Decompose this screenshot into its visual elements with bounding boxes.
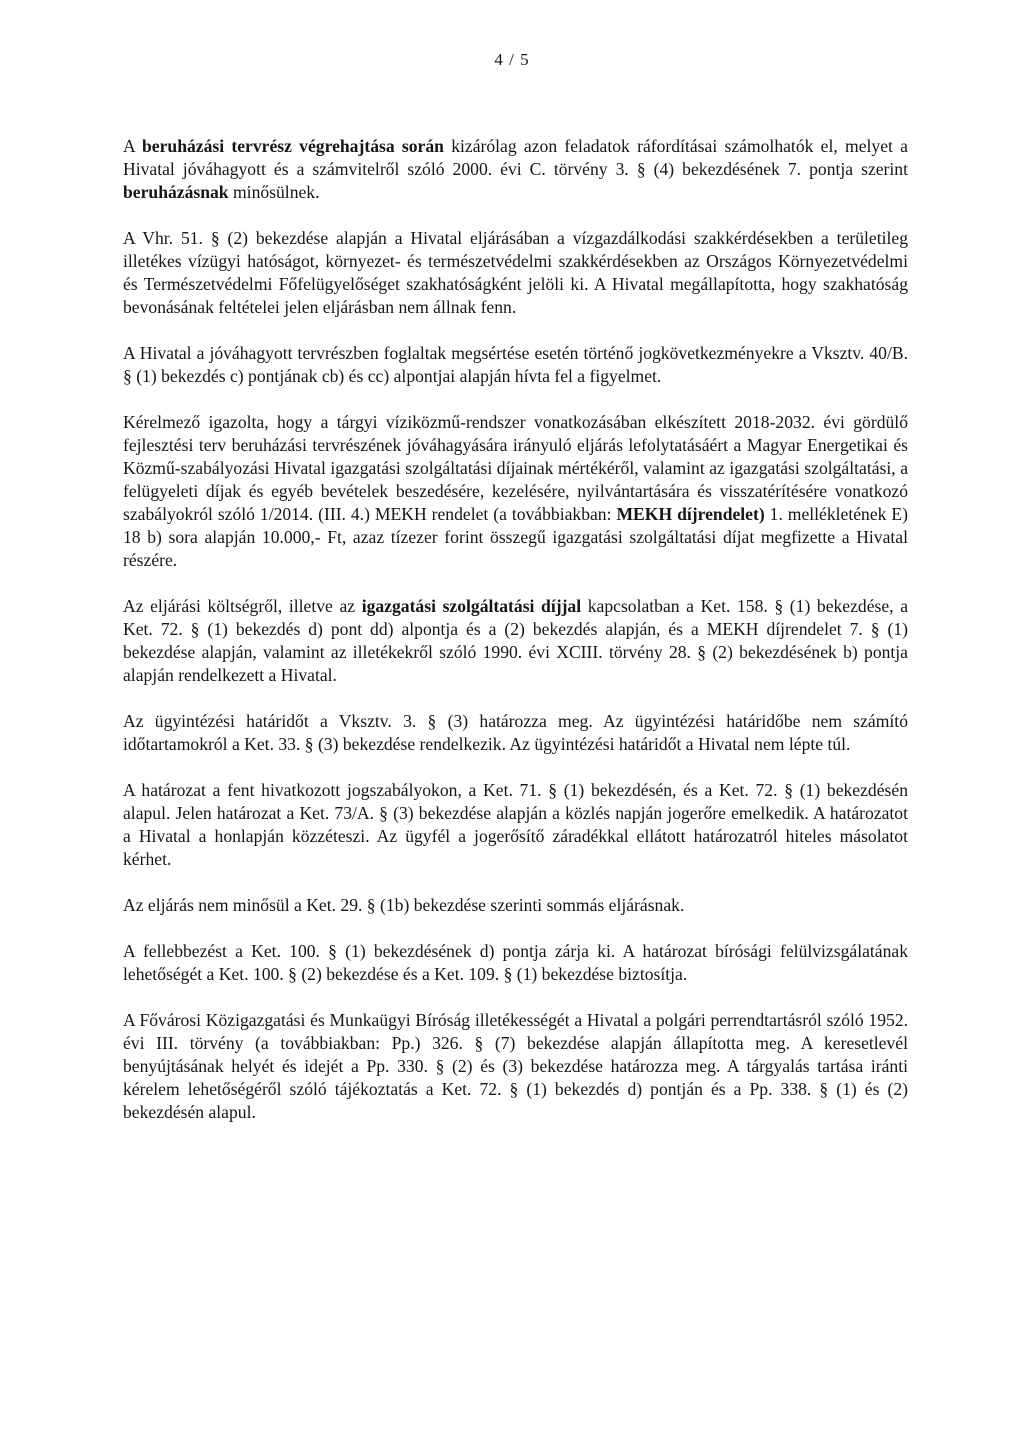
document-body: [123, 135, 908, 1147]
paragraph-text: Az eljárás nem minősül a Ket. 29. § (1b) bekezdése szerinti sommás eljárásnak.: [123, 895, 685, 915]
paragraph: [123, 940, 908, 986]
paragraph: [123, 595, 908, 687]
paragraph-text: A fellebbezést a Ket. 100. § (1) bekezdésének d) pontja zárja ki. A határozat bírósági felülvizsgálatának lehetőségét a Ket. 100. § (2) bekezdése és a Ket. 109. § (1) bekezdése biztosítja.: [123, 941, 908, 984]
paragraph-text: Az ügyintézési határidőt a Vksztv. 3. § (3) határozza meg. Az ügyintézési határidőbe nem számító időtartamokról a Ket. 33. § (3) bekezdése rendelkezik. Az ügyintézési határidőt a Hivatal nem lépte túl.: [123, 711, 908, 754]
paragraph: [123, 135, 908, 204]
paragraph-text: kapcsolatban a Ket. 158. § (1) bekezdése, a Ket. 72. § (1) bekezdés d) pont dd) alpontja és a (2) bekezdés alapján, és a MEKH díjrendelet 7. § (1) bekezdése alapján, valamint az illetékekről szóló 1990. évi XCIII. törvény 28. § (2) bekezdésének b) pontja alapján rendelkezett a Hivatal.: [123, 596, 908, 685]
bold-text: beruházásnak: [123, 182, 229, 202]
paragraph-text: A: [123, 136, 142, 156]
paragraph-text: A Hivatal a jóváhagyott tervrészben foglaltak megsértése esetén történő jogkövetkezményekre a Vksztv. 40/B. § (1) bekezdés c) pontjának cb) és cc) alpontjai alapján hívta fel a figyelmet.: [123, 343, 908, 386]
paragraph-text: A határozat a fent hivatkozott jogszabályokon, a Ket. 71. § (1) bekezdésén, és a Ket. 72. § (1) bekezdésén alapul. Jelen határozat a Ket. 73/A. § (3) bekezdése alapján a közlés napján jogerőre emelkedik. A határozatot a Hivatal a honlapján közzéteszi. Az ügyfél a jogerősítő záradékkal ellátott határozatról hiteles másolatot kérhet.: [123, 780, 908, 869]
paragraph: [123, 710, 908, 756]
paragraph-text: A Fővárosi Közigazgatási és Munkaügyi Bíróság illetékességét a Hivatal a polgári perrendtartásról szóló 1952. évi III. törvény (a továbbiakban: Pp.) 326. § (7) bekezdése alapján állapította meg. A keresetlevél benyújtásának helyét és idejét a Pp. 330. § (2) és (3) bekezdése határozza meg. A tárgyalás tartása iránti kérelem lehetőségéről szóló tájékoztatás a Ket. 72. § (1) bekezdés d) pontján és a Pp. 338. § (1) és (2) bekezdésén alapul.: [123, 1010, 908, 1122]
paragraph-text: 1. mellékletének E) 18 b) sora alapján 10.000,- Ft, azaz tízezer forint összegű igazgatási szolgáltatási díjat megfizette a Hivatal részére.: [123, 504, 909, 570]
paragraph-text: Kérelmező igazolta, hogy a tárgyi víziközmű-rendszer vonatkozásában elkészített 2018-2032. évi gördülő fejlesztési terv beruházási tervrészének jóváhagyására irányuló eljárás lefolytatásáért a Magyar Energetikai és Közmű-szabályozási Hivatal igazgatási szolgáltatási díjainak mértékéről, valamint az igazgatási szolgáltatási, a felügyeleti díjak és egyéb bevételek beszedésére, kezelésére, nyilvántartására és visszatérítésére vonatkozó szabályokról szóló 1/2014. (III. 4.) MEKH rendelet (a továbbiakban:: [123, 412, 908, 524]
paragraph-text: kizárólag azon feladatok ráfordításai számolhatók el, melyet a Hivatal jóváhagyott és a számvitelről szóló 2000. évi C. törvény 3. § (4) bekezdésének 7. pontja szerint: [123, 136, 908, 179]
paragraph-text: A Vhr. 51. § (2) bekezdése alapján a Hivatal eljárásában a vízgazdálkodási szakkérdésekben a területileg illetékes vízügyi hatóságot, környezet- és természetvédelmi szakkérdésekben az Országos Környezetvédelmi és Természetvédelmi Főfelügyelőséget szakhatóságként jelöli ki. A Hivatal megállapította, hogy szakhatóság bevonásának feltételei jelen eljárásban nem állnak fenn.: [123, 228, 908, 317]
paragraph: [123, 411, 908, 572]
bold-text: MEKH díjrendelet): [616, 504, 765, 524]
bold-text: igazgatási szolgáltatási díjjal: [361, 596, 582, 616]
bold-text: beruházási tervrész végrehajtása során: [142, 136, 444, 156]
paragraph: [123, 227, 908, 319]
paragraph: [123, 342, 908, 388]
page-number: 4 / 5: [494, 50, 530, 69]
paragraph-text: minősülnek.: [228, 182, 320, 202]
paragraph: [123, 1009, 908, 1124]
paragraph-text: Az eljárási költségről, illetve az: [123, 596, 362, 616]
paragraph: [123, 894, 908, 917]
paragraph: [123, 779, 908, 871]
